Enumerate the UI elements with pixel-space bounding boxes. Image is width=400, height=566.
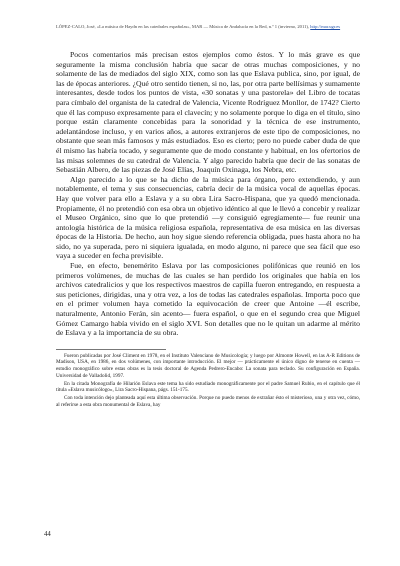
article-body — [56, 50, 360, 338]
footnote-3: Con toda intención dejo planteada aquí esta última observación. Porque no puedo menos de extrañar ésto el misterioso, una y otra vez, cómo, al referirse a esta obra monumental de Eslava, hay — [56, 395, 360, 408]
paragraph-3: Fue, en efecto, benemérito Eslava por las composiciones polifónicas que reunió en los primeros volúmenes, de muchas de las cuales se han perdido los originales que había en los archivos catedralicios y que los respectivos maestros de capilla fueron entregando, en respuesta a sus peticiones, dirigidas, una y otra vez, a los de todas las catedrales españolas. Importa poco que en el primer volumen haya cometido la equivocación de creer que Antoine —él escribe, naturalmente, Antonio Ferán, sin acento— fuera español, o que en el segundo crea que Miguel Gómez Camargo había vivido en el siglo XVI. Son detalles que no le quitan un adarme al mérito de Eslava y a la importancia de su obra. — [56, 261, 360, 338]
paragraph-2: Algo parecido a lo que se ha dicho de la música para órgano, pero extendiendo, y aun notablemente, el tema y sus consecuencias, cabría decir de la música vocal de aquellas épocas. Hay que volver para ello a Eslava y a su obra Lira Sacro-Hispana, que ya quedó mencionada. Propiamente, él no pretendió con esa obra un objetivo idéntico al que le llevó a concebir y realizar el Museo Orgánico, sino que lo que pretendió —y consiguió egregiamente— fue reunir una antología histórica de la música religiosa española, representativa de esa música en las diversas épocas de la Historia. De hecho, aun hoy sigue siendo referencia obligada, pues hasta ahora no ha sido, no ya superada, pero ni siquiera igualada, en modo alguno, ni parece que sea fácil que eso vaya a suceder en fecha previsible. — [56, 174, 360, 261]
journal-link[interactable]: http://mar.ugr.es — [310, 24, 341, 29]
page-number: 44 — [44, 531, 51, 538]
footnote-rule — [56, 349, 166, 350]
footnote-2: En la citada Monografía de Hilarión Eslava este tema ha sido estudiado monográficamente por el padre Samuel Rubio, en el capítulo que él titula «Eslava musicólogo», Lira Sacro-Hispana, págs. 151-175. — [56, 380, 360, 394]
paragraph-1: Pocos comentarios más precisan estos ejemplos como éstos. Y lo más grave es que seguramente la misma conclusión habría que sacar de otras muchas composiciones, y no solamente de las de mediados del siglo XIX, como son las que Eslava publica, sino, por igual, de las de épocas anteriores. ¿Qué otro sentido tienen, si no, las, por otra parte bellísimas y sumamente interesantes, desde todos los puntos de vista, «30 sonatas y una pastorela» del Libro de tocatas para címbalo del organista de la catedral de Valencia, Vicente Rodríguez Monllor, de 1742? Cierto que él las compuso expresamente para el clavecín; y no solamente porque lo diga en el título, sino porque están claramente concebidas para la sonoridad y la técnica de ese instrumento, adelantándose incluso, y en varios años, a autores extranjeros de este tipo de composiciones, no obstante que sean más famosos y más estudiados. Eso es cierto; pero no puede caber duda de que él mismo las habría tocado, y seguramente que de modo constante y habitual, en los ofertorios de las misas solemnes de su catedral de Valencia. Y algo parecido habría que decir de las sonatas de Sebastián Albero, de las piezas de José Elías, Joaquín Oxinaga, los Nebra, etc. — [56, 50, 360, 175]
footnotes — [56, 353, 360, 409]
running-head — [56, 24, 360, 30]
footnote-1: Fueron publicadas por José Climent en 1978, en el Instituto Valenciano de Musicología; y luego por Almonte Howell, en las A-R Editions de Madison, USA, en 1986, en dos volúmenes, con importante introducción. El mejor — prácticamente el único digno de tenerse en cuenta — estudio monográfico sobre estas obras es la tesis doctoral de Agenda Pedrero-Encabo: La sonata para teclado. Su configuración en España. Universidad de Valladolid, 1997. — [56, 352, 360, 379]
running-head-citation: LÓPEZ-CALO, José, «La música de Haydn en las catedrales españolas», MAR — Música de Andalucía en la Red, n.º 1 (invierno, 2011), — [56, 24, 311, 29]
